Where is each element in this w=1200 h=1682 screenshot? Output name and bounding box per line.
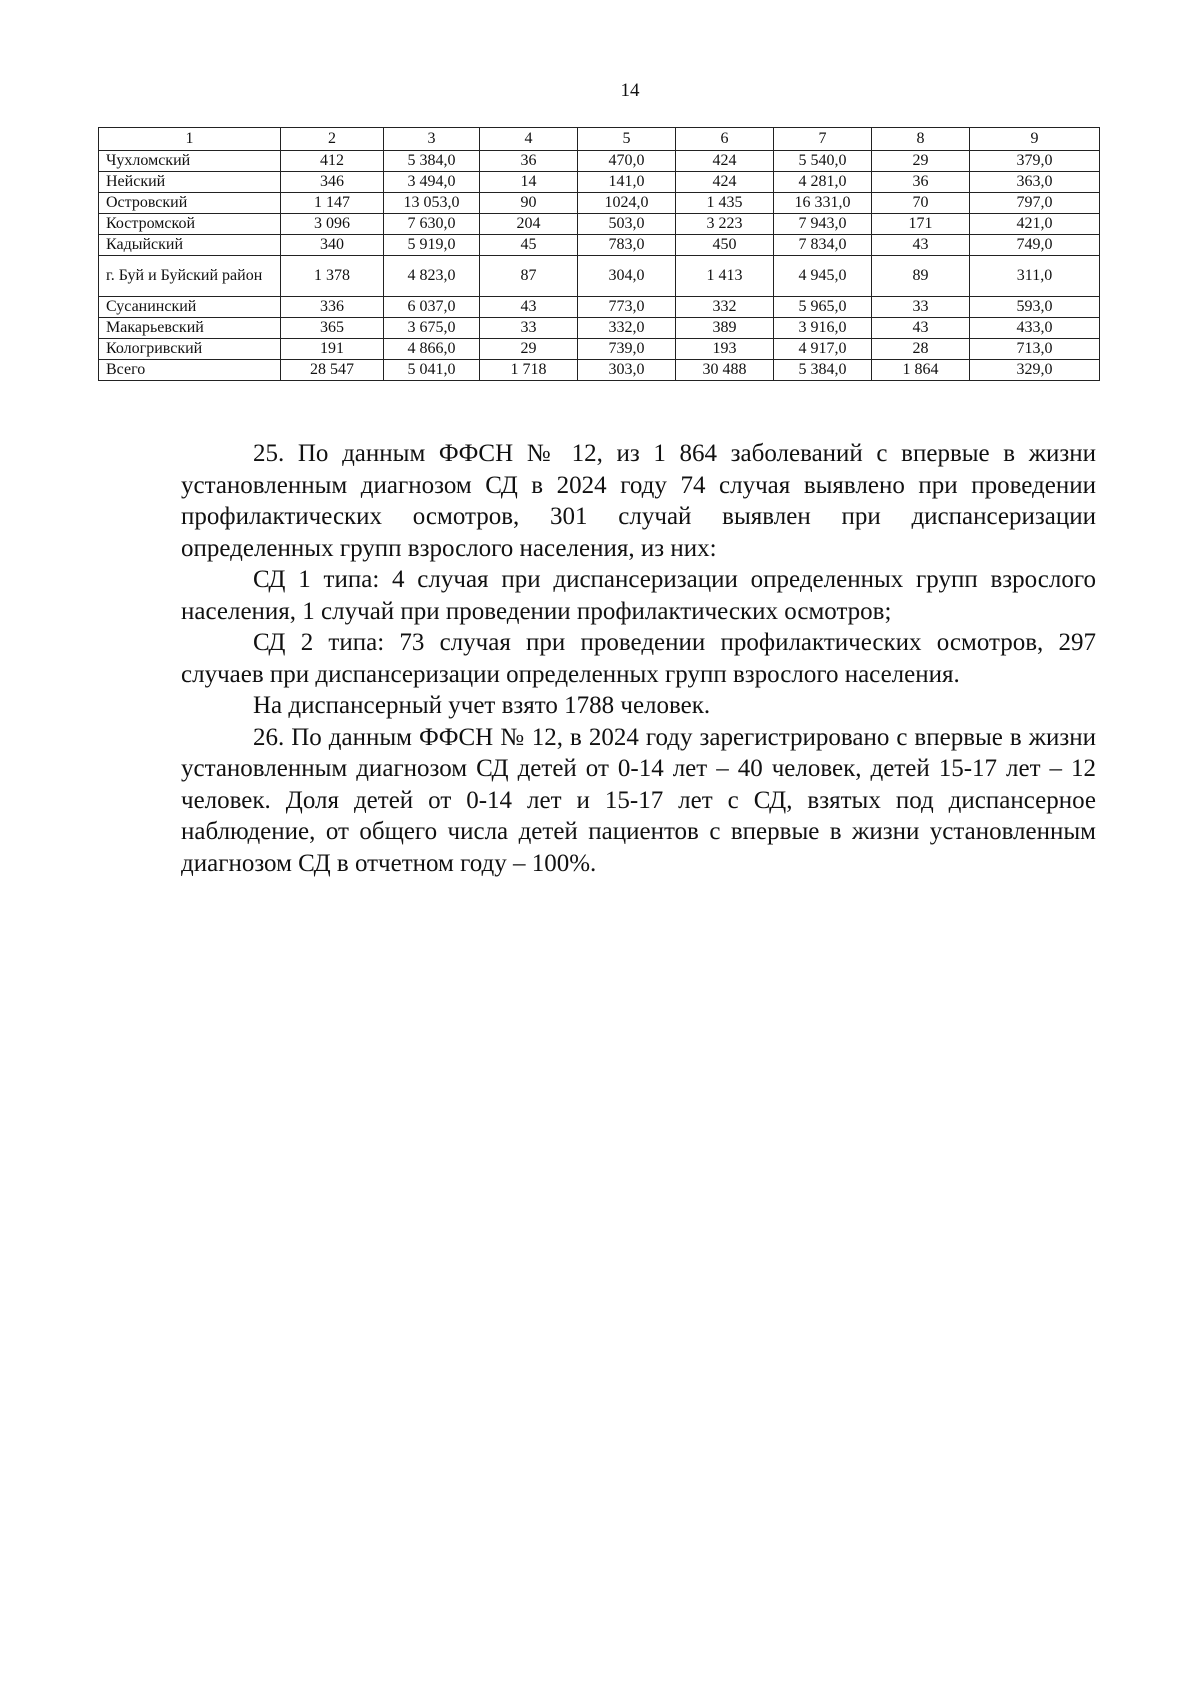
column-number: 9	[970, 128, 1100, 151]
table-cell: 29	[872, 151, 970, 172]
district-name: г. Буй и Буйский район	[99, 256, 281, 297]
district-name: Островский	[99, 193, 281, 214]
paragraph-registry: На диспансерный учет взято 1788 человек.	[253, 692, 711, 719]
table-cell: 3 096	[281, 214, 384, 235]
table-cell: 332	[676, 297, 774, 318]
table-cell: 5 540,0	[774, 151, 872, 172]
table-row	[99, 214, 1100, 235]
table-cell: 365	[281, 318, 384, 339]
table-row	[99, 193, 1100, 214]
table-cell: 332,0	[578, 318, 676, 339]
table-cell: 13 053,0	[384, 193, 480, 214]
table-cell: 7 630,0	[384, 214, 480, 235]
statistics-table	[98, 127, 1100, 381]
table-cell: 773,0	[578, 297, 676, 318]
table-cell: 90	[480, 193, 578, 214]
table-cell: 36	[480, 151, 578, 172]
table-row	[99, 256, 1100, 297]
table-cell: 329,0	[970, 360, 1100, 381]
district-name: Кадыйский	[99, 235, 281, 256]
district-name: Нейский	[99, 172, 281, 193]
table-cell: 424	[676, 172, 774, 193]
column-number: 5	[578, 128, 676, 151]
table-cell: 304,0	[578, 256, 676, 297]
table-cell: 204	[480, 214, 578, 235]
table-cell: 30 488	[676, 360, 774, 381]
table-cell: 749,0	[970, 235, 1100, 256]
table-row	[99, 235, 1100, 256]
district-name: Макарьевский	[99, 318, 281, 339]
table-cell: 4 917,0	[774, 339, 872, 360]
total-label: Всего	[99, 360, 281, 381]
table-cell: 43	[872, 318, 970, 339]
table-cell: 43	[480, 297, 578, 318]
table-cell: 336	[281, 297, 384, 318]
table-row	[99, 151, 1100, 172]
table-cell: 141,0	[578, 172, 676, 193]
column-number: 3	[384, 128, 480, 151]
table-cell: 389	[676, 318, 774, 339]
column-number: 7	[774, 128, 872, 151]
table-cell: 3 494,0	[384, 172, 480, 193]
table-cell: 45	[480, 235, 578, 256]
page-number: 14	[620, 80, 640, 101]
table-cell: 28	[872, 339, 970, 360]
table-row	[99, 318, 1100, 339]
table-cell: 14	[480, 172, 578, 193]
table-cell: 4 945,0	[774, 256, 872, 297]
table-cell: 503,0	[578, 214, 676, 235]
table-cell: 433,0	[970, 318, 1100, 339]
table-cell: 421,0	[970, 214, 1100, 235]
table-cell: 5 384,0	[774, 360, 872, 381]
column-number: 1	[99, 128, 281, 151]
table-cell: 3 223	[676, 214, 774, 235]
table-cell: 739,0	[578, 339, 676, 360]
table-cell: 450	[676, 235, 774, 256]
paragraph-type1: СД 1 типа: 4 случая при диспансеризации определенных групп взрослого населения, 1 случай при проведении профилактических осмотров;	[181, 566, 1096, 625]
column-number: 2	[281, 128, 384, 151]
table-cell: 412	[281, 151, 384, 172]
table-cell: 346	[281, 172, 384, 193]
table-cell: 424	[676, 151, 774, 172]
district-name: Костромской	[99, 214, 281, 235]
paragraph-25: 25. По данным ФФСН № 12, из 1 864 заболеваний с впервые в жизни установленным диагнозом СД в 2024 году 74 случая выявлено при проведении профилактических осмотров, 301 случай выявлен при диспансеризации определенных групп взрослого населения, из них:	[181, 440, 1096, 562]
table-cell: 1 378	[281, 256, 384, 297]
table-cell: 7 834,0	[774, 235, 872, 256]
table-cell: 470,0	[578, 151, 676, 172]
table-cell: 311,0	[970, 256, 1100, 297]
district-name: Кологривский	[99, 339, 281, 360]
table-total-row	[99, 360, 1100, 381]
table-cell: 593,0	[970, 297, 1100, 318]
table-cell: 379,0	[970, 151, 1100, 172]
table-cell: 7 943,0	[774, 214, 872, 235]
body-text	[181, 438, 1096, 879]
table-row	[99, 172, 1100, 193]
table-cell: 5 919,0	[384, 235, 480, 256]
paragraph-26: 26. По данным ФФСН № 12, в 2024 году зарегистрировано с впервые в жизни установленным диагнозом СД детей от 0-14 лет – 40 человек, детей 15-17 лет – 12 человек. Доля детей от 0-14 лет и 15-17 лет с СД, взятых под диспансерное наблюдение, от общего числа детей пациентов с впервые в жизни установленным диагнозом СД в отчетном году – 100%.	[181, 723, 1096, 877]
table-cell: 1024,0	[578, 193, 676, 214]
table-cell: 4 866,0	[384, 339, 480, 360]
table-cell: 191	[281, 339, 384, 360]
column-number: 6	[676, 128, 774, 151]
table-row	[99, 297, 1100, 318]
table-cell: 1 864	[872, 360, 970, 381]
paragraph-type2: СД 2 типа: 73 случая при проведении профилактических осмотров, 297 случаев при диспансеризации определенных групп взрослого населения.	[181, 629, 1096, 688]
table-cell: 5 965,0	[774, 297, 872, 318]
table-cell: 303,0	[578, 360, 676, 381]
table-cell: 5 041,0	[384, 360, 480, 381]
table-cell: 29	[480, 339, 578, 360]
table-cell: 783,0	[578, 235, 676, 256]
table-cell: 89	[872, 256, 970, 297]
column-number: 4	[480, 128, 578, 151]
column-number: 8	[872, 128, 970, 151]
table-cell: 363,0	[970, 172, 1100, 193]
table-row	[99, 339, 1100, 360]
table-cell: 1 147	[281, 193, 384, 214]
table-cell: 340	[281, 235, 384, 256]
table-cell: 3 916,0	[774, 318, 872, 339]
table-cell: 1 718	[480, 360, 578, 381]
table-cell: 28 547	[281, 360, 384, 381]
table-cell: 87	[480, 256, 578, 297]
district-name: Чухломский	[99, 151, 281, 172]
table-header-row	[99, 128, 1100, 151]
table-cell: 4 281,0	[774, 172, 872, 193]
table-cell: 713,0	[970, 339, 1100, 360]
table-cell: 1 435	[676, 193, 774, 214]
table-cell: 5 384,0	[384, 151, 480, 172]
table-cell: 16 331,0	[774, 193, 872, 214]
table-cell: 33	[872, 297, 970, 318]
table-cell: 33	[480, 318, 578, 339]
table-cell: 3 675,0	[384, 318, 480, 339]
table-cell: 43	[872, 235, 970, 256]
table-cell: 171	[872, 214, 970, 235]
table-cell: 797,0	[970, 193, 1100, 214]
table-cell: 193	[676, 339, 774, 360]
table-cell: 6 037,0	[384, 297, 480, 318]
district-name: Сусанинский	[99, 297, 281, 318]
table-cell: 70	[872, 193, 970, 214]
table-cell: 1 413	[676, 256, 774, 297]
table-cell: 4 823,0	[384, 256, 480, 297]
table-cell: 36	[872, 172, 970, 193]
